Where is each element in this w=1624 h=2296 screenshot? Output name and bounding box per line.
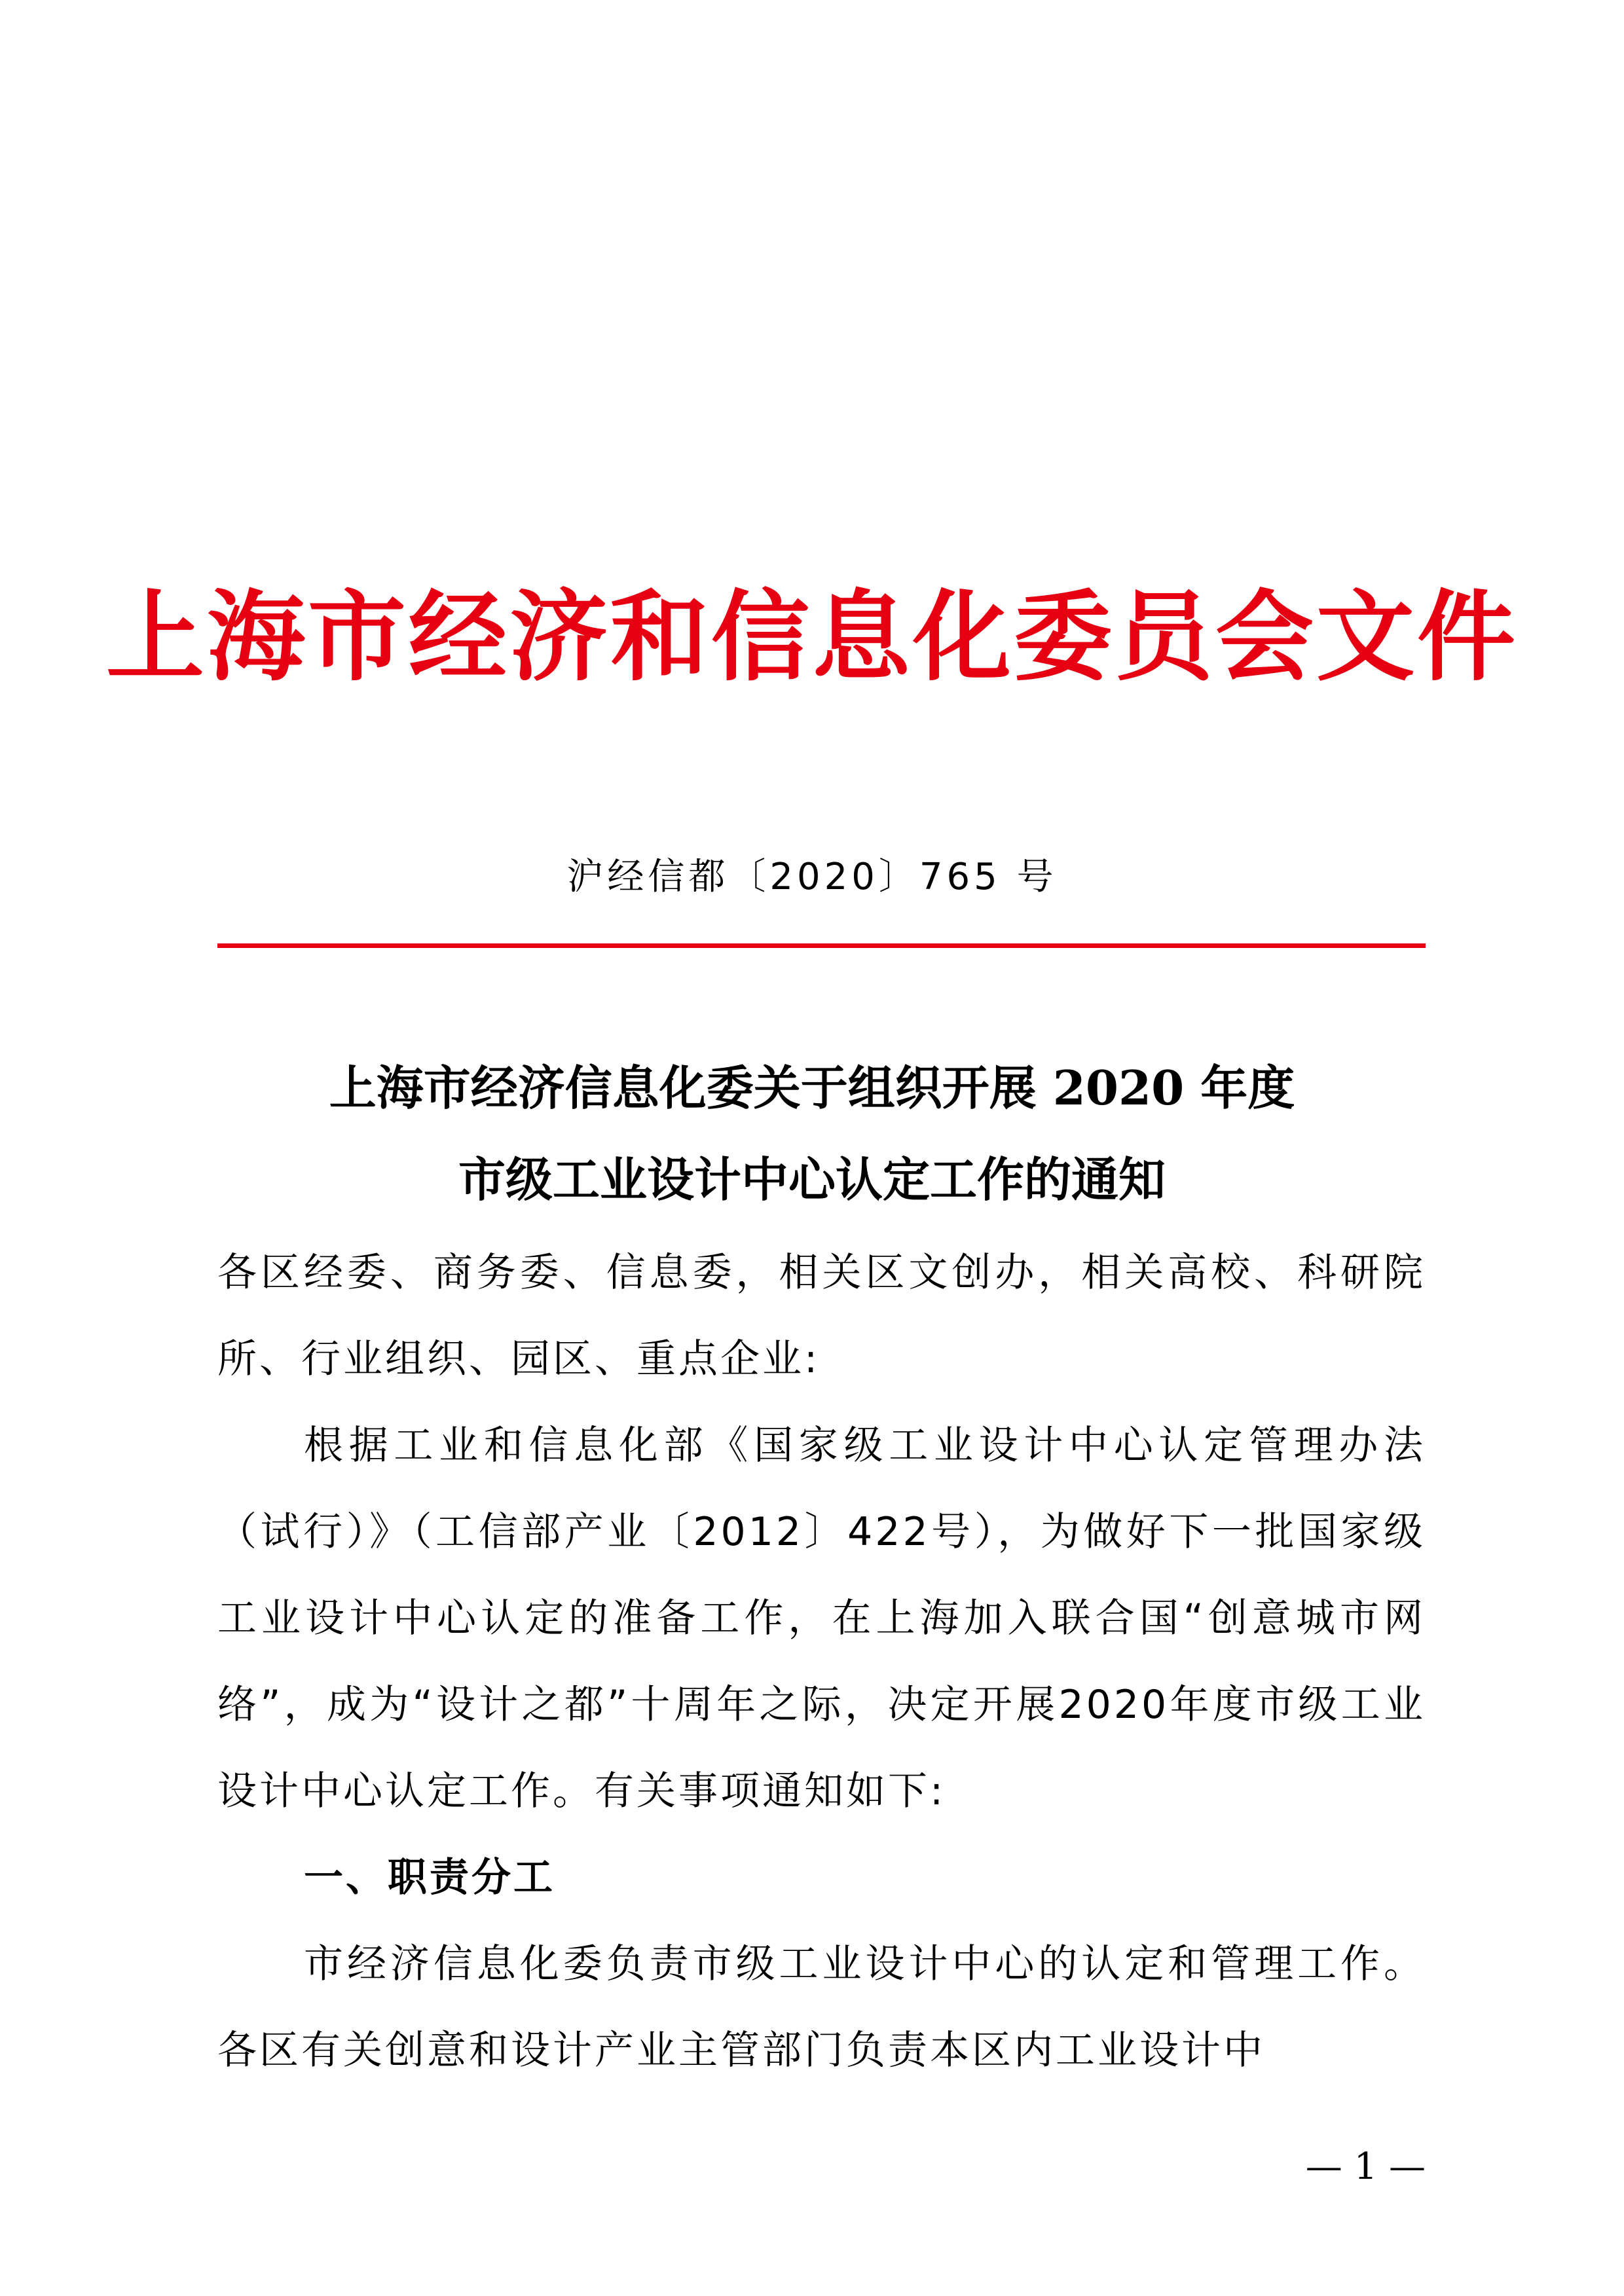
notice-title-line-1: 上海市经济信息化委关于组织开展 2020 年度 — [329, 1060, 1295, 1116]
document-number: 沪经信都〔2020〕765 号 — [566, 856, 1058, 898]
red-separator-line — [217, 943, 1426, 948]
page-number: — 1 — — [1305, 2145, 1426, 2188]
section-paragraph: 市经济信息化委负责市级工业设计中心的认定和管理工作。各区有关创意和设计产业主管部门负责本区内工业设计中 — [217, 1941, 1426, 2073]
issuer-title: 上海市经济和信息化委员会文件 — [105, 579, 1518, 695]
notice-title-line-2: 市级工业设计中心认定工作的通知 — [458, 1152, 1166, 1207]
notice-title — [0, 1042, 1624, 1226]
intro-paragraph: 根据工业和信息化部《国家级工业设计中心认定管理办法（试行）》（工信部产业〔2012〕422号），为做好下一批国家级工业设计中心认定的准备工作，在上海加入联合国“创意城市网络”，成为“设计之都”十周年之际，决定开展2020年度市级工业设计中心认定工作。有关事项通知如下: — [217, 1423, 1426, 1814]
recipients-paragraph: 各区经委、商务委、信息委，相关区文创办，相关高校、科研院所、行业组织、园区、重点企业: — [217, 1250, 1426, 1382]
body-text — [217, 1230, 1426, 2094]
section-heading: 一、职责分工 — [304, 1855, 555, 1901]
